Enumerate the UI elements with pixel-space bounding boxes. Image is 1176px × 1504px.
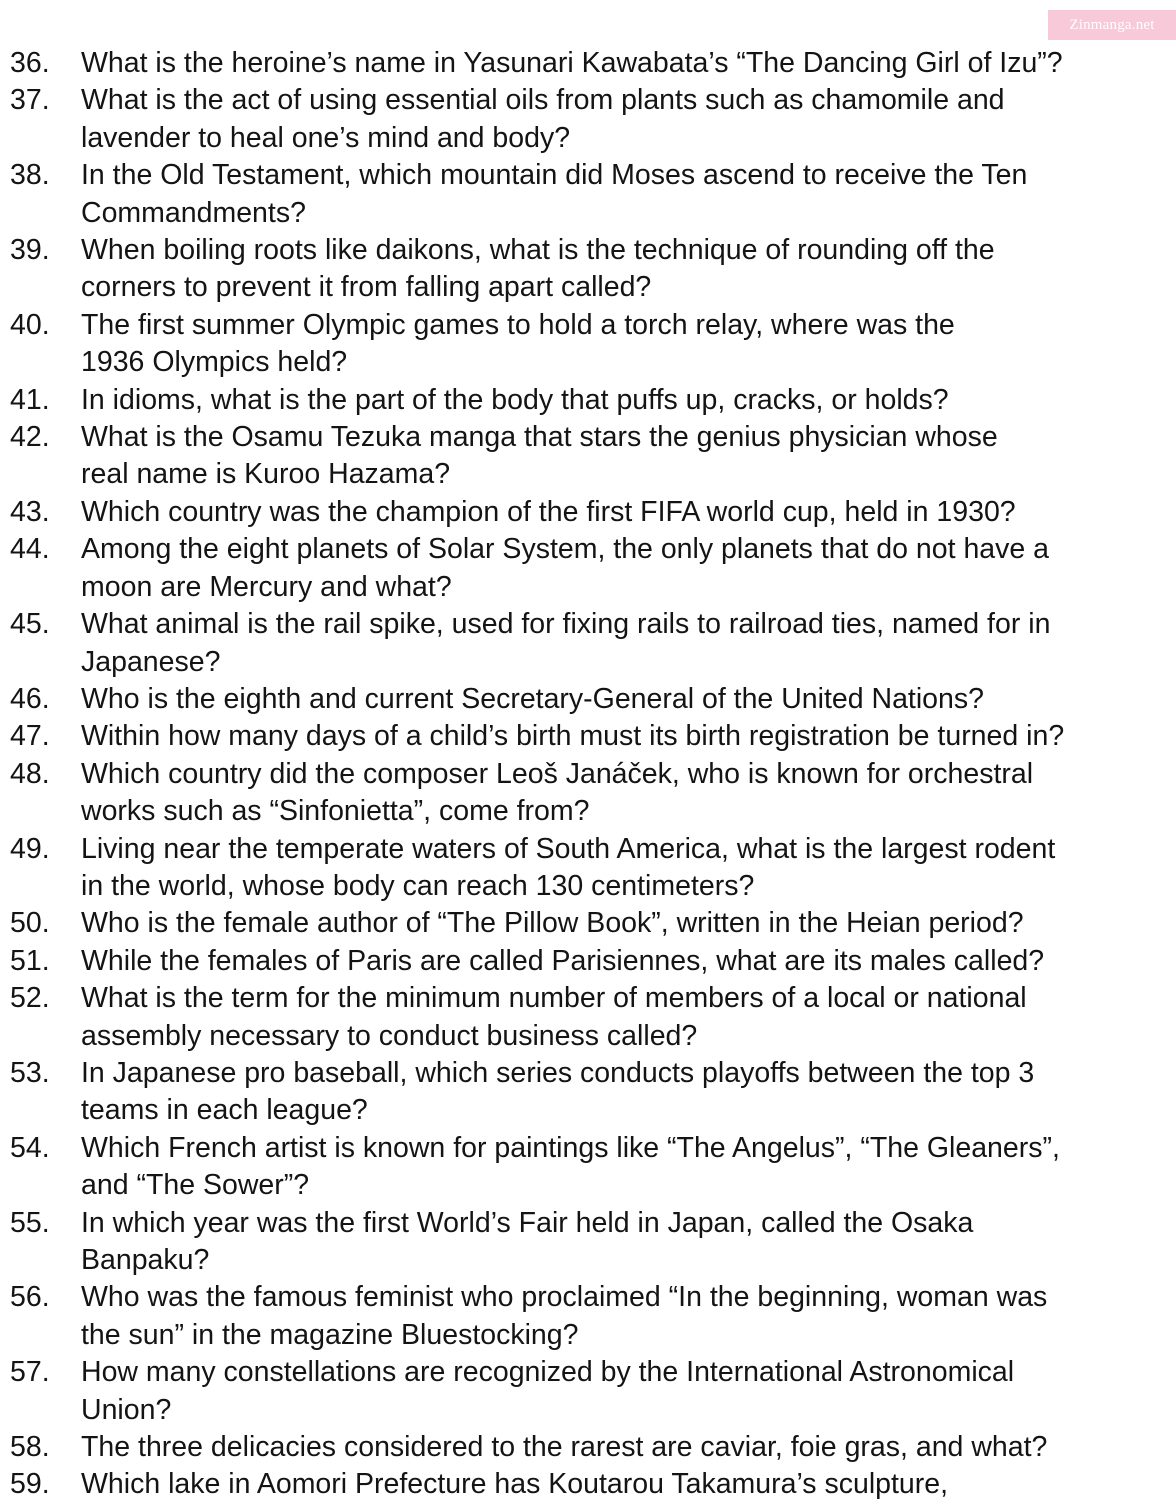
question-item — [0, 494, 1176, 531]
question-line: In Japanese pro baseball, which series conducts playoffs between the top 3 — [81, 1056, 1035, 1089]
question-item — [0, 307, 1176, 382]
question-number: 48. — [10, 757, 50, 790]
question-line: In which year was the first World’s Fair held in Japan, called the Osaka — [81, 1206, 974, 1239]
question-item — [0, 681, 1176, 718]
question-item — [0, 718, 1176, 755]
question-number: 53. — [10, 1056, 50, 1089]
question-line: The three delicacies considered to the rarest are caviar, foie gras, and what? — [81, 1431, 1048, 1464]
question-item — [0, 831, 1176, 906]
question-line: Banpaku? — [81, 1244, 210, 1276]
question-line: 1936 Olympics held? — [81, 346, 348, 379]
question-text — [81, 831, 1055, 906]
question-text — [81, 980, 1027, 1055]
question-text — [81, 1055, 1034, 1130]
question-line: In the Old Testament, which mountain did Moses ascend to receive the Ten — [81, 159, 1028, 192]
question-number: 38. — [10, 159, 50, 192]
question-item — [0, 905, 1176, 942]
question-item — [0, 1205, 1176, 1280]
question-number: 37. — [10, 84, 50, 117]
question-line: moon are Mercury and what? — [81, 570, 452, 603]
question-line: Commandments? — [81, 196, 306, 229]
question-text — [81, 756, 1033, 831]
question-number: 47. — [10, 720, 50, 753]
question-line: What animal is the rail spike, used for fixing rails to railroad ties, named for in — [81, 608, 1051, 641]
question-line: When boiling roots like daikons, what is the technique of rounding off the — [81, 234, 995, 267]
question-number: 40. — [10, 308, 50, 341]
question-item — [0, 943, 1176, 980]
question-line: Union? — [81, 1393, 172, 1426]
question-line: Which French artist is known for paintings like “The Angelus”, “The Gleaners”, — [81, 1131, 1060, 1164]
question-text — [81, 382, 949, 419]
question-item — [0, 157, 1176, 232]
question-line: Which lake in Aomori Prefecture has Koutarou Takamura’s sculpture, — [81, 1468, 949, 1501]
question-item — [0, 1354, 1176, 1429]
question-text — [81, 232, 995, 307]
question-text — [81, 943, 1044, 980]
question-item — [0, 232, 1176, 307]
question-number: 59. — [10, 1468, 50, 1501]
question-text — [81, 1279, 1047, 1354]
question-number: 50. — [10, 907, 50, 940]
question-number: 42. — [10, 421, 50, 454]
question-text — [81, 419, 998, 494]
question-number: 41. — [10, 383, 50, 416]
question-line: What is the Osamu Tezuka manga that stars the genius physician whose — [81, 421, 998, 454]
question-number: 49. — [10, 832, 50, 865]
question-line: Within how many days of a child’s birth must its birth registration be turned in? — [81, 720, 1065, 753]
question-line: What is the heroine’s name in Yasunari Kawabata’s “The Dancing Girl of Izu”? — [81, 47, 1063, 79]
question-line: While the females of Paris are called Parisiennes, what are its males called? — [81, 944, 1045, 977]
question-line: The first summer Olympic games to hold a torch relay, where was the — [81, 308, 955, 341]
question-text — [81, 82, 1005, 157]
question-line: assembly necessary to conduct business called? — [81, 1019, 698, 1052]
question-number: 44. — [10, 533, 50, 566]
question-line: Living near the temperate waters of South America, what is the largest rodent — [81, 832, 1056, 865]
question-item — [0, 82, 1176, 157]
question-line: and “The Sower”? — [81, 1169, 310, 1202]
question-number: 39. — [10, 234, 50, 267]
question-number: 54. — [10, 1131, 50, 1164]
question-text — [81, 307, 955, 382]
question-item — [0, 419, 1176, 494]
question-text — [81, 1354, 1014, 1429]
question-number: 57. — [10, 1356, 50, 1389]
question-text — [81, 1130, 1060, 1205]
question-line: What is the act of using essential oils from plants such as chamomile and — [81, 84, 1005, 117]
question-line: corners to prevent it from falling apart called? — [81, 271, 652, 304]
question-line: Who is the eighth and current Secretary-General of the United Nations? — [81, 682, 984, 715]
question-item — [0, 756, 1176, 831]
question-text — [81, 905, 1024, 942]
question-item — [0, 1429, 1176, 1466]
question-item — [0, 1130, 1176, 1205]
question-number: 51. — [10, 944, 50, 977]
question-text — [81, 718, 1064, 755]
question-line: real name is Kuroo Hazama? — [81, 458, 451, 491]
question-line: Which country did the composer Leoš Janáček, who is known for orchestral — [81, 757, 1034, 790]
question-text — [81, 1466, 948, 1503]
question-text — [81, 45, 1063, 82]
site-watermark: Zinmanga.net — [1048, 10, 1176, 40]
question-text — [81, 681, 984, 718]
question-item — [0, 980, 1176, 1055]
question-line: Who is the female author of “The Pillow Book”, written in the Heian period? — [81, 907, 1024, 940]
question-number: 43. — [10, 495, 50, 528]
question-line: lavender to heal one’s mind and body? — [81, 121, 571, 154]
question-text — [81, 606, 1050, 681]
question-item — [0, 45, 1176, 82]
question-item — [0, 531, 1176, 606]
question-line: works such as “Sinfonietta”, come from? — [81, 795, 590, 828]
question-number: 56. — [10, 1281, 50, 1314]
question-text — [81, 531, 1049, 606]
question-item — [0, 1279, 1176, 1354]
question-number: 52. — [10, 982, 50, 1015]
question-line: Japanese? — [81, 645, 221, 678]
question-text — [81, 157, 1027, 232]
question-list — [0, 45, 1176, 1504]
question-number: 45. — [10, 608, 50, 641]
question-line: Among the eight planets of Solar System, the only planets that do not have a — [81, 533, 1050, 566]
question-item — [0, 1466, 1176, 1503]
question-number: 46. — [10, 682, 50, 715]
question-line: Who was the famous feminist who proclaimed “In the beginning, woman was — [81, 1281, 1048, 1314]
question-line: How many constellations are recognized by the International Astronomical — [81, 1356, 1015, 1389]
question-item — [0, 1055, 1176, 1130]
question-text — [81, 1205, 973, 1280]
question-number: 36. — [10, 47, 50, 79]
question-item — [0, 606, 1176, 681]
question-text — [81, 494, 1016, 531]
question-number: 55. — [10, 1206, 50, 1239]
question-number: 58. — [10, 1431, 50, 1464]
question-line: Which country was the champion of the first FIFA world cup, held in 1930? — [81, 495, 1016, 528]
question-line: What is the term for the minimum number of members of a local or national — [81, 982, 1027, 1015]
question-item — [0, 382, 1176, 419]
question-line: In idioms, what is the part of the body that puffs up, cracks, or holds? — [81, 383, 949, 416]
question-line: the sun” in the magazine Bluestocking? — [81, 1318, 579, 1351]
question-text — [81, 1429, 1047, 1466]
question-line: teams in each league? — [81, 1094, 368, 1127]
question-line: in the world, whose body can reach 130 centimeters? — [81, 869, 755, 902]
